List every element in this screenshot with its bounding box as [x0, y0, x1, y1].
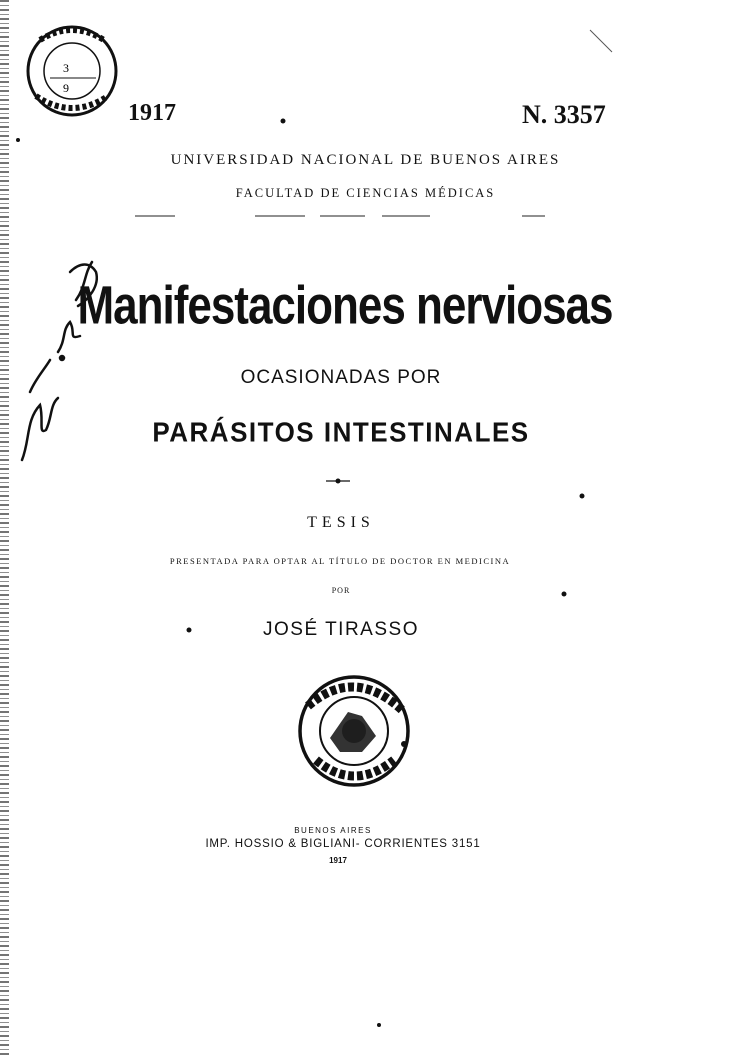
thesis-subject: PARÁSITOS INTESTINALES: [152, 416, 530, 448]
imprint-year: 1917: [329, 856, 347, 865]
library-stamp-center: [300, 677, 408, 785]
author-name: JOSÉ TIRASSO: [263, 619, 419, 640]
title-connector: OCASIONADAS POR: [240, 367, 442, 388]
svg-text:3: 3: [63, 61, 69, 75]
section-ornament: [326, 479, 350, 484]
thesis-title: Manifestaciones nerviosas: [77, 276, 613, 336]
university-name: UNIVERSIDAD NACIONAL DE BUENOS AIRES: [170, 152, 561, 168]
library-stamp-top-left: [28, 27, 116, 115]
thesis-label: TESIS: [307, 514, 375, 531]
faculty-name: FACULTAD DE CIENCIAS MÉDICAS: [235, 186, 496, 200]
imprint-printer: IMP. HOSSIO & BIGLIANI- CORRIENTES 3151: [205, 838, 481, 850]
thesis-purpose: PRESENTADA PARA OPTAR AL TÍTULO DE DOCTOR EN MEDICINA: [169, 556, 511, 566]
publication-year: 1917: [128, 100, 176, 126]
svg-text:9: 9: [63, 81, 69, 95]
by-label: POR: [331, 586, 351, 595]
thesis-number: N. 3357: [522, 100, 606, 129]
imprint-city: BUENOS AIRES: [294, 826, 372, 835]
